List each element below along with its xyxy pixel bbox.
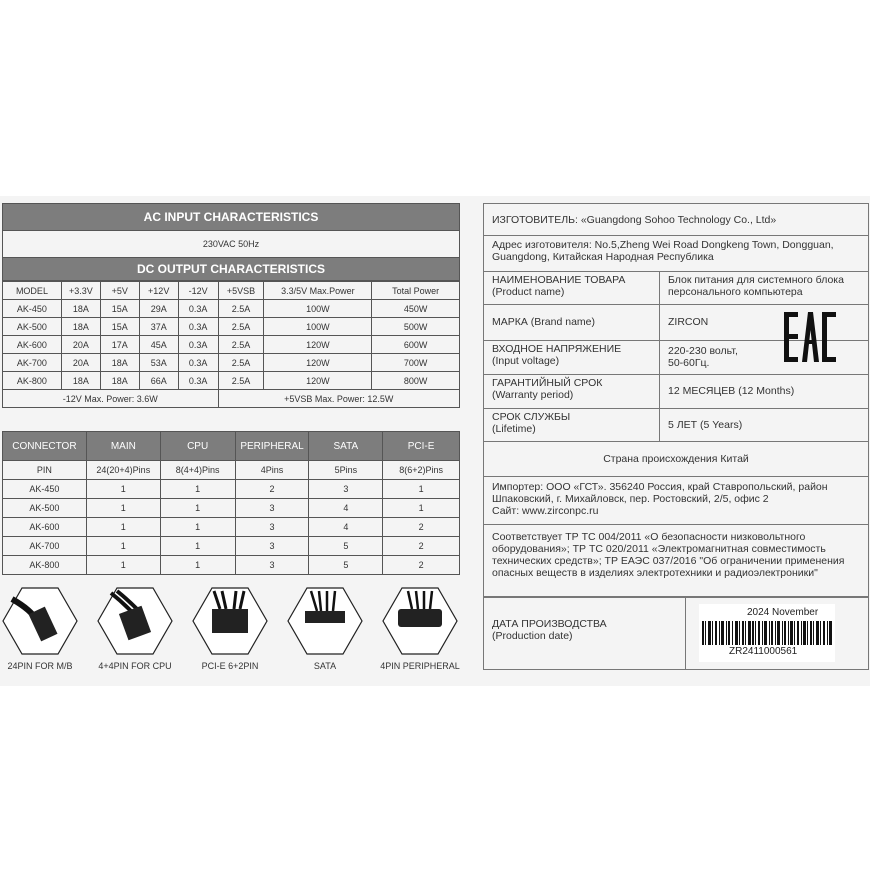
table-cell: 17A bbox=[100, 336, 139, 354]
connector-caption: PCI-E 6+2PIN bbox=[201, 661, 259, 671]
column-header: MAIN bbox=[86, 432, 160, 461]
connector-icon-item bbox=[95, 587, 175, 671]
table-cell: PIN bbox=[3, 461, 87, 480]
table-cell: 1 bbox=[86, 518, 160, 537]
table-row bbox=[3, 300, 460, 318]
table-cell: 3 bbox=[235, 499, 309, 518]
table-cell: 2.5A bbox=[218, 300, 264, 318]
connector-caption: 4+4PIN FOR CPU bbox=[98, 661, 172, 671]
column-header: +5V bbox=[100, 282, 139, 300]
table-cell: 66A bbox=[139, 372, 178, 390]
table-row bbox=[3, 354, 460, 372]
production-date: 2024 November bbox=[747, 607, 819, 618]
table-cell: 0.3A bbox=[178, 336, 218, 354]
table-cell: 4 bbox=[309, 499, 383, 518]
atx-24pin-connector-icon bbox=[2, 587, 78, 655]
table-cell: 18A bbox=[61, 300, 100, 318]
power-spec-table bbox=[2, 203, 460, 408]
ac-input-title: AC INPUT CHARACTERISTICS bbox=[2, 203, 460, 231]
table-cell: AK-450 bbox=[3, 480, 87, 499]
country-of-origin: Страна происхождения Китай bbox=[484, 442, 868, 477]
serial-number: ZR2411000561 bbox=[729, 646, 798, 657]
production-label bbox=[484, 598, 686, 669]
pcie-connector-icon bbox=[192, 587, 268, 655]
column-header: 3.3/5V Max.Power bbox=[264, 282, 372, 300]
table-cell: 0.3A bbox=[178, 354, 218, 372]
column-header: SATA bbox=[309, 432, 383, 461]
connector-icon-item bbox=[285, 587, 365, 671]
column-header: PERIPHERAL bbox=[235, 432, 309, 461]
table-cell: 18A bbox=[100, 372, 139, 390]
column-header: +5VSB bbox=[218, 282, 264, 300]
table-cell: 5Pins bbox=[309, 461, 383, 480]
website: Сайт: www.zirconpc.ru bbox=[492, 505, 599, 517]
barcode-icon bbox=[702, 621, 832, 645]
column-header: Total Power bbox=[372, 282, 460, 300]
table-cell: 1 bbox=[86, 556, 160, 575]
product-name-label bbox=[484, 272, 660, 304]
importer: Импортер: ООО «ГСТ». 356240 Россия, край Ставропольский, район Шпаковский, г. Михайловск, пер. Ростовский, 2/5, офис 2 bbox=[492, 481, 828, 505]
table-cell: 3 bbox=[309, 480, 383, 499]
footer-5vsb: +5VSB Max. Power: 12.5W bbox=[218, 390, 459, 408]
column-header: CPU bbox=[160, 432, 235, 461]
table-cell: 2.5A bbox=[218, 354, 264, 372]
manufacturer-address: Адрес изготовителя: No.5,Zheng Wei Road Dongkeng Town, Dongguan, Guangdong, Китайская Народная Республика bbox=[484, 236, 868, 272]
table-cell: 0.3A bbox=[178, 372, 218, 390]
table-cell: 2.5A bbox=[218, 372, 264, 390]
table-row bbox=[3, 537, 460, 556]
eac-mark-icon bbox=[782, 310, 838, 364]
lifetime-label-en: (Lifetime) bbox=[492, 423, 536, 435]
table-cell: 18A bbox=[100, 354, 139, 372]
dc-footer-row bbox=[3, 390, 460, 408]
connector-icon-item bbox=[0, 587, 80, 671]
connector-table bbox=[2, 431, 460, 575]
warranty-row bbox=[484, 375, 868, 409]
table-cell: AK-700 bbox=[3, 537, 87, 556]
table-row bbox=[3, 518, 460, 537]
table-cell: 2.5A bbox=[218, 318, 264, 336]
table-cell: AK-600 bbox=[3, 336, 62, 354]
ac-input-value: 230VAC 50Hz bbox=[2, 231, 460, 257]
table-cell: 120W bbox=[264, 372, 372, 390]
connector-icon-item bbox=[190, 587, 270, 671]
table-row bbox=[3, 499, 460, 518]
table-cell: 1 bbox=[86, 499, 160, 518]
table-cell: 1 bbox=[160, 518, 235, 537]
table-cell: AK-800 bbox=[3, 556, 87, 575]
table-cell: 1 bbox=[86, 480, 160, 499]
table-cell: 5 bbox=[309, 537, 383, 556]
table-cell: 4Pins bbox=[235, 461, 309, 480]
lifetime-label-ru: СРОК СЛУЖБЫ bbox=[492, 411, 571, 423]
table-cell: 2 bbox=[383, 518, 460, 537]
table-cell: AK-700 bbox=[3, 354, 62, 372]
input-voltage-label-en: (Input voltage) bbox=[492, 355, 560, 367]
column-header: CONNECTOR bbox=[3, 432, 87, 461]
input-voltage-label-ru: ВХОДНОЕ НАПРЯЖЕНИЕ bbox=[492, 343, 622, 355]
dc-header-row bbox=[3, 282, 460, 300]
table-cell: 53A bbox=[139, 354, 178, 372]
brand-value: ZIRCON bbox=[668, 316, 709, 328]
sata-connector-icon bbox=[287, 587, 363, 655]
table-cell: 1 bbox=[160, 556, 235, 575]
table-cell: 20A bbox=[61, 336, 100, 354]
table-row bbox=[3, 372, 460, 390]
table-cell: 8(6+2)Pins bbox=[383, 461, 460, 480]
table-row bbox=[3, 336, 460, 354]
connector-table-wrap bbox=[2, 431, 460, 575]
barcode-sticker bbox=[699, 604, 835, 662]
molex-connector-icon bbox=[382, 587, 458, 655]
connector-icons bbox=[0, 587, 462, 677]
connector-header-row bbox=[3, 432, 460, 461]
table-cell: 3 bbox=[235, 556, 309, 575]
warranty-label-en: (Warranty period) bbox=[492, 389, 574, 401]
table-cell: 1 bbox=[383, 499, 460, 518]
table-cell: AK-450 bbox=[3, 300, 62, 318]
connector-caption: 24PIN FOR M/B bbox=[7, 661, 73, 671]
lifetime-value: 5 ЛЕТ (5 Years) bbox=[668, 419, 743, 431]
importer-block bbox=[484, 477, 868, 525]
table-cell: 20A bbox=[61, 354, 100, 372]
table-cell: 8(4+4)Pins bbox=[160, 461, 235, 480]
table-cell: 2 bbox=[235, 480, 309, 499]
connector-icon-item bbox=[380, 587, 460, 671]
column-header: +12V bbox=[139, 282, 178, 300]
table-cell: 29A bbox=[139, 300, 178, 318]
product-name-label-en: (Product name) bbox=[492, 286, 565, 298]
input-voltage-value: 220-230 вольт, 50-60Гц. bbox=[668, 345, 738, 369]
lifetime-row bbox=[484, 409, 868, 442]
table-cell: 700W bbox=[372, 354, 460, 372]
table-row bbox=[3, 556, 460, 575]
compliance: Соответствует ТР ТС 004/2011 «О безопасности низковольтного оборудования»; ТР ТС 020/2011 «Электромагнитная совместимость технических средств»; ТР ЕАЭС 037/2016 "Об ограничении применения опасных веществ в изделиях электротехники и радиоэлектроники" bbox=[492, 531, 845, 579]
table-cell: 3 bbox=[235, 518, 309, 537]
table-cell: 450W bbox=[372, 300, 460, 318]
info-box bbox=[483, 203, 869, 597]
table-cell: 15A bbox=[100, 318, 139, 336]
dc-output-table bbox=[2, 281, 460, 408]
table-cell: AK-500 bbox=[3, 318, 62, 336]
table-cell: 100W bbox=[264, 318, 372, 336]
table-cell: 4 bbox=[309, 518, 383, 537]
table-cell: 3 bbox=[235, 537, 309, 556]
table-cell: 800W bbox=[372, 372, 460, 390]
table-cell: 1 bbox=[160, 480, 235, 499]
warranty-label bbox=[484, 375, 660, 408]
table-cell: 600W bbox=[372, 336, 460, 354]
table-cell: 120W bbox=[264, 336, 372, 354]
pin-row bbox=[3, 461, 460, 480]
manufacturer: ИЗГОТОВИТЕЛЬ: «Guangdong Sohoo Technology Co., Ltd» bbox=[484, 204, 868, 236]
dc-output-title: DC OUTPUT CHARACTERISTICS bbox=[2, 257, 460, 281]
brand-label: МАРКА (Brand name) bbox=[484, 305, 660, 340]
footer-minus12v: -12V Max. Power: 3.6W bbox=[3, 390, 219, 408]
table-cell: 15A bbox=[100, 300, 139, 318]
table-cell: 1 bbox=[86, 537, 160, 556]
table-cell: 18A bbox=[61, 318, 100, 336]
table-cell: 1 bbox=[160, 537, 235, 556]
table-row bbox=[3, 318, 460, 336]
product-name-value: Блок питания для системного блока персонального компьютера bbox=[668, 274, 844, 298]
production-label-en: (Production date) bbox=[492, 630, 573, 642]
column-header: +3.3V bbox=[61, 282, 100, 300]
cpu-8pin-connector-icon bbox=[97, 587, 173, 655]
connector-caption: 4PIN PERIPHERAL bbox=[380, 661, 460, 671]
table-cell: AK-600 bbox=[3, 518, 87, 537]
table-cell: AK-800 bbox=[3, 372, 62, 390]
table-cell: 18A bbox=[61, 372, 100, 390]
column-header: PCI-E bbox=[383, 432, 460, 461]
table-cell: 0.3A bbox=[178, 318, 218, 336]
column-header: MODEL bbox=[3, 282, 62, 300]
table-cell: 2 bbox=[383, 537, 460, 556]
input-voltage-label bbox=[484, 341, 660, 374]
production-label-ru: ДАТА ПРОИЗВОДСТВА bbox=[492, 618, 607, 630]
connector-caption: SATA bbox=[313, 661, 337, 671]
table-cell: 500W bbox=[372, 318, 460, 336]
warranty-value: 12 МЕСЯЦЕВ (12 Months) bbox=[668, 385, 795, 397]
table-cell: 0.3A bbox=[178, 300, 218, 318]
table-cell: 120W bbox=[264, 354, 372, 372]
table-cell: 1 bbox=[383, 480, 460, 499]
column-header: -12V bbox=[178, 282, 218, 300]
table-cell: 45A bbox=[139, 336, 178, 354]
table-cell: 5 bbox=[309, 556, 383, 575]
table-row bbox=[3, 480, 460, 499]
product-name-row bbox=[484, 272, 868, 305]
table-cell: 100W bbox=[264, 300, 372, 318]
lifetime-label bbox=[484, 409, 660, 441]
product-name-value-cell bbox=[660, 272, 868, 304]
table-cell: 2 bbox=[383, 556, 460, 575]
table-cell: AK-500 bbox=[3, 499, 87, 518]
table-cell: 37A bbox=[139, 318, 178, 336]
table-cell: 24(20+4)Pins bbox=[86, 461, 160, 480]
table-cell: 1 bbox=[160, 499, 235, 518]
table-cell: 2.5A bbox=[218, 336, 264, 354]
warranty-label-ru: ГАРАНТИЙНЫЙ СРОК bbox=[492, 377, 603, 389]
product-name-label-ru: НАИМЕНОВАНИЕ ТОВАРА bbox=[492, 274, 626, 286]
